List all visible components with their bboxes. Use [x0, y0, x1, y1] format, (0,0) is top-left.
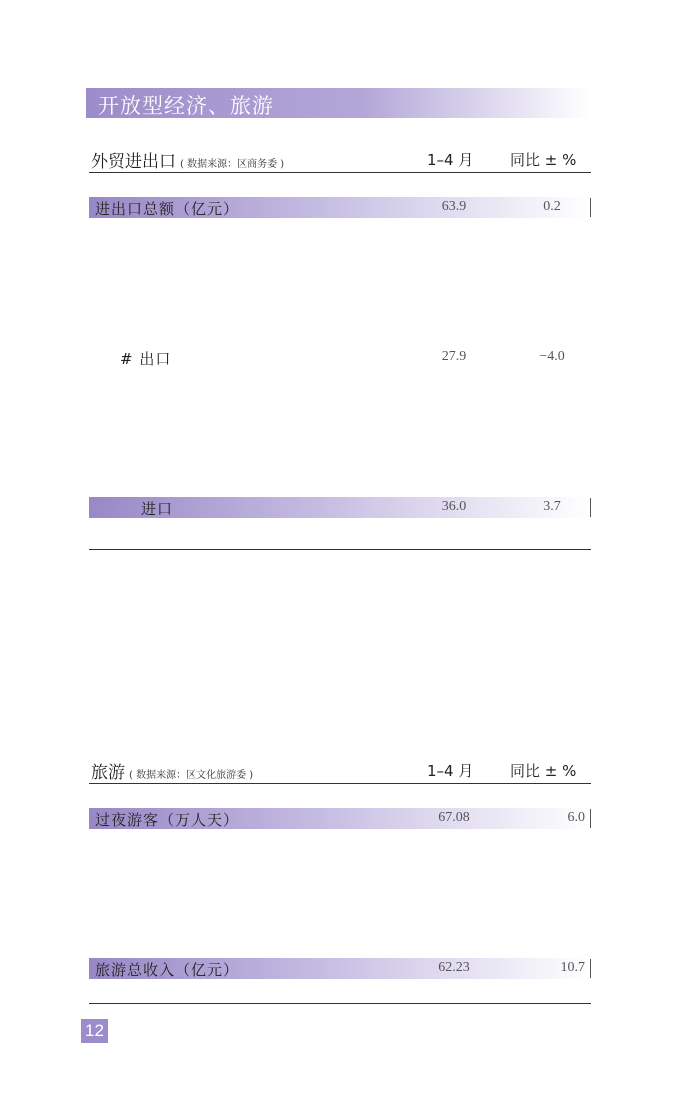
row-change: 3.7 — [543, 499, 561, 514]
section-banner — [86, 88, 590, 118]
row-change: 0.2 — [543, 199, 561, 214]
row-end-tick — [590, 198, 591, 217]
row-value: 36.0 — [441, 499, 467, 514]
tourism-header — [89, 758, 591, 782]
tourism-title-text: 旅游 — [91, 763, 125, 783]
tourism-header-rule — [89, 783, 591, 784]
row-label: 旅游总收入（亿元） — [95, 961, 240, 979]
tourism-bottom-rule — [89, 1003, 591, 1004]
trade-header — [89, 147, 591, 171]
trade-bottom-rule — [89, 549, 591, 550]
row-change: 6.0 — [567, 810, 585, 825]
page-number: 12 — [81, 1019, 108, 1043]
row-value: 62.23 — [438, 960, 470, 975]
table-row — [89, 497, 591, 518]
trade-title-text: 外贸进出口 — [91, 152, 176, 172]
banner-title: 开放型经济、旅游 — [98, 94, 274, 118]
row-change: 10.7 — [560, 960, 585, 975]
row-end-tick — [590, 959, 591, 978]
row-label: 进口 — [141, 500, 174, 518]
row-label: 进出口总额（亿元） — [95, 200, 240, 218]
row-label: # 出口 — [120, 350, 172, 368]
table-row — [89, 347, 591, 368]
table-row — [89, 197, 591, 218]
table-row — [89, 958, 591, 979]
trade-title — [91, 147, 284, 172]
trade-header-rule — [89, 172, 591, 173]
row-label: 过夜游客（万人天） — [95, 811, 240, 829]
tourism-source: ( 数据来源：区文化旅游委 ) — [129, 770, 254, 781]
row-end-tick — [590, 809, 591, 828]
row-value: 63.9 — [441, 199, 467, 214]
trade-col-change: 同比 ± % — [510, 151, 577, 169]
tourism-title — [91, 758, 253, 783]
row-change: −4.0 — [539, 349, 565, 364]
tourism-col-change: 同比 ± % — [510, 762, 577, 780]
trade-col-period: 1–4 月 — [427, 151, 474, 169]
row-value: 67.08 — [438, 810, 470, 825]
table-row — [89, 808, 591, 829]
row-end-tick — [590, 498, 591, 517]
trade-source: ( 数据来源：区商务委 ) — [180, 159, 285, 170]
row-value: 27.9 — [441, 349, 467, 364]
tourism-col-period: 1–4 月 — [427, 762, 474, 780]
